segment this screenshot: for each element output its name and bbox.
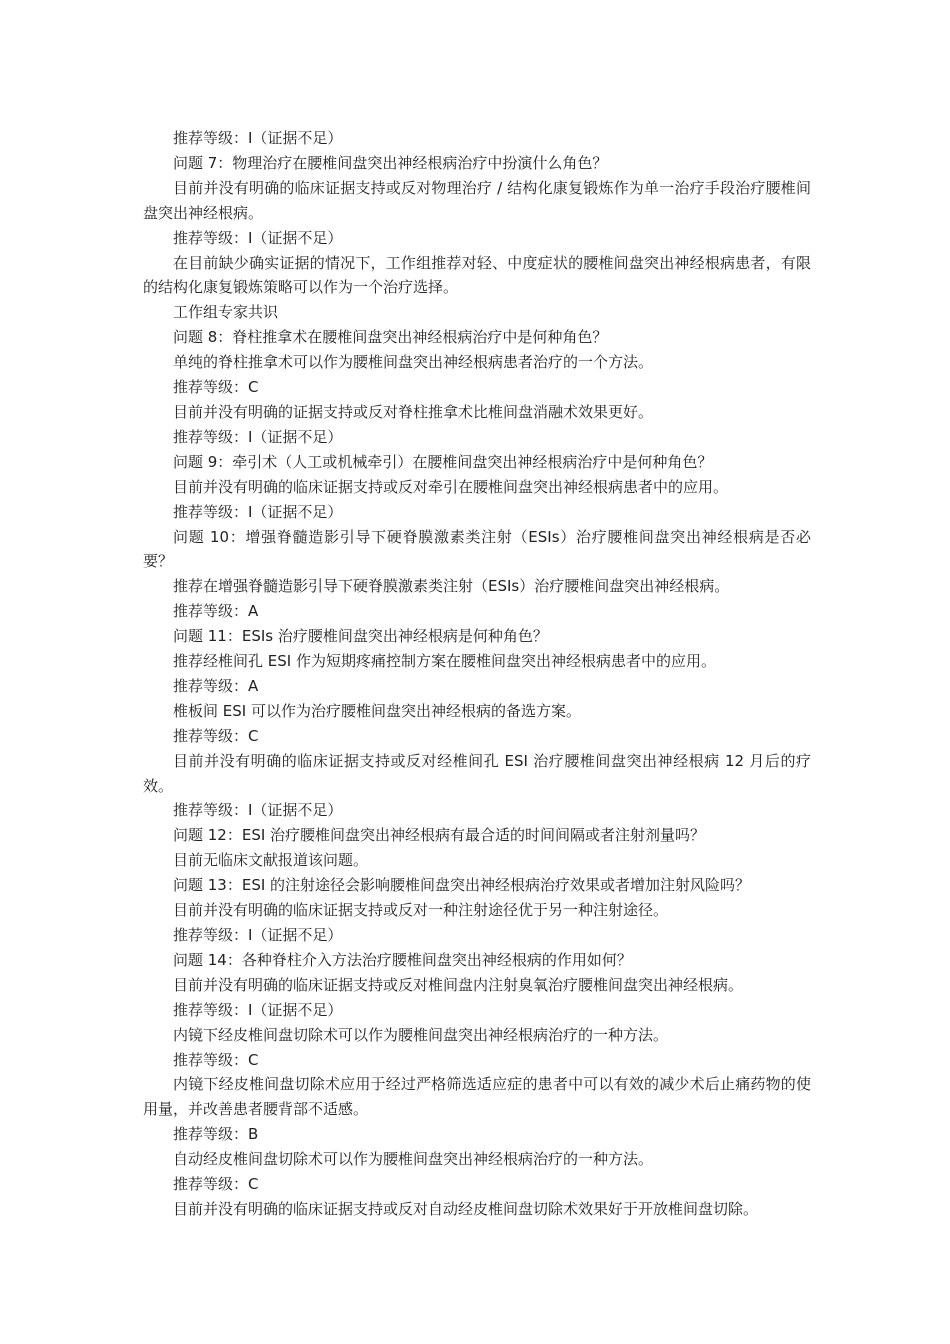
paragraph: 工作组专家共识 xyxy=(173,303,279,322)
paragraph: 推荐等级：I（证据不足） xyxy=(173,427,343,446)
paragraph: 推荐在增强脊髓造影引导下硬脊膜激素类注射（ESIs）治疗腰椎间盘突出神经根病。 xyxy=(173,577,730,596)
paragraph: 推荐等级：I（证据不足） xyxy=(173,926,343,944)
paragraph: 目前并没有明确的临床证据支持或反对一种注射途径优于另一种注射途径。 xyxy=(173,901,669,920)
paragraph: 内镜下经皮椎间盘切除术可以作为腰椎间盘突出神经根病治疗的一种方法。 xyxy=(173,1025,669,1044)
paragraph: 自动经皮椎间盘切除术可以作为腰椎间盘突出神经根病治疗的一种方法。 xyxy=(173,1150,654,1169)
paragraph: 目前并没有明确的临床证据支持或反对自动经皮椎间盘切除术效果好于开放椎间盘切除。 xyxy=(173,1199,759,1218)
paragraph: 椎板间 ESI 可以作为治疗腰椎间盘突出神经根病的备选方案。 xyxy=(173,701,581,720)
paragraph: 推荐等级：C xyxy=(173,726,259,745)
paragraph: 问题 11：ESIs 治疗腰椎间盘突出神经根病是何种角色？ xyxy=(173,627,548,646)
paragraph: 推荐等级：I（证据不足） xyxy=(173,1000,343,1019)
paragraph: 问题 8：脊柱推拿术在腰椎间盘突出神经根病治疗中是何种角色？ xyxy=(173,328,608,347)
paragraph: 推荐等级：C xyxy=(173,1175,259,1194)
paragraph: 推荐等级：C xyxy=(173,1050,259,1069)
paragraph: 推荐经椎间孔 ESI 作为短期疼痛控制方案在腰椎间盘突出神经根病患者中的应用。 xyxy=(173,652,716,671)
paragraph: 推荐等级：I（证据不足） xyxy=(173,228,343,247)
paragraph: 目前并没有明确的临床证据支持或反对牵引在腰椎间盘突出神经根病患者中的应用。 xyxy=(173,477,729,496)
paragraph: 内镜下经皮椎间盘切除术应用于经过严格筛选适应症的患者中可以有效的减少术后止痛药物的使用量，并改善患者腰背部不适感。 xyxy=(143,1075,811,1119)
paragraph: 推荐等级：I（证据不足） xyxy=(173,801,343,820)
paragraph: 推荐等级：C xyxy=(173,378,259,397)
paragraph: 目前并没有明确的临床证据支持或反对物理治疗 / 结构化康复锻炼作为单一治疗手段治疗腰椎间盘突出神经根病。 xyxy=(143,178,811,222)
paragraph: 推荐等级：A xyxy=(173,676,259,695)
paragraph: 问题 13：ESI 的注射途径会影响腰椎间盘突出神经根病治疗效果或者增加注射风险吗？ xyxy=(173,876,751,895)
paragraph: 目前并没有明确的临床证据支持或反对椎间盘内注射臭氧治疗腰椎间盘突出神经根病。 xyxy=(173,975,744,994)
paragraph: 推荐等级：B xyxy=(173,1125,259,1144)
document-body xyxy=(143,126,811,1222)
paragraph: 问题 10：增强脊髓造影引导下硬脊膜激素类注射（ESIs）治疗腰椎间盘突出神经根病是否必要？ xyxy=(143,527,811,571)
paragraph: 问题 7：物理治疗在腰椎间盘突出神经根病治疗中扮演什么角色？ xyxy=(173,153,608,172)
paragraph: 推荐等级：I（证据不足） xyxy=(173,502,343,521)
paragraph: 目前无临床文献报道该问题。 xyxy=(173,851,369,870)
paragraph: 单纯的脊柱推拿术可以作为腰椎间盘突出神经根病患者治疗的一个方法。 xyxy=(173,353,654,372)
paragraph: 推荐等级：A xyxy=(173,602,259,621)
paragraph: 问题 14：各种脊柱介入方法治疗腰椎间盘突出神经根病的作用如何？ xyxy=(173,950,632,969)
paragraph: 问题 12：ESI 治疗腰椎间盘突出神经根病有最合适的时间间隔或者注射剂量吗？ xyxy=(173,826,706,845)
paragraph: 问题 9：牵引术（人工或机械牵引）在腰椎间盘突出神经根病治疗中是何种角色？ xyxy=(173,452,713,471)
paragraph: 目前并没有明确的证据支持或反对脊柱推拿术比椎间盘消融术效果更好。 xyxy=(173,402,654,421)
paragraph: 目前并没有明确的临床证据支持或反对经椎间孔 ESI 治疗腰椎间盘突出神经根病 12 月后的疗效。 xyxy=(143,751,811,795)
paragraph: 在目前缺少确实证据的情况下，工作组推荐对轻、中度症状的腰椎间盘突出神经根病患者，有限的结构化康复锻炼策略可以作为一个治疗选择。 xyxy=(143,253,811,297)
paragraph: 推荐等级：I（证据不足） xyxy=(173,129,343,147)
